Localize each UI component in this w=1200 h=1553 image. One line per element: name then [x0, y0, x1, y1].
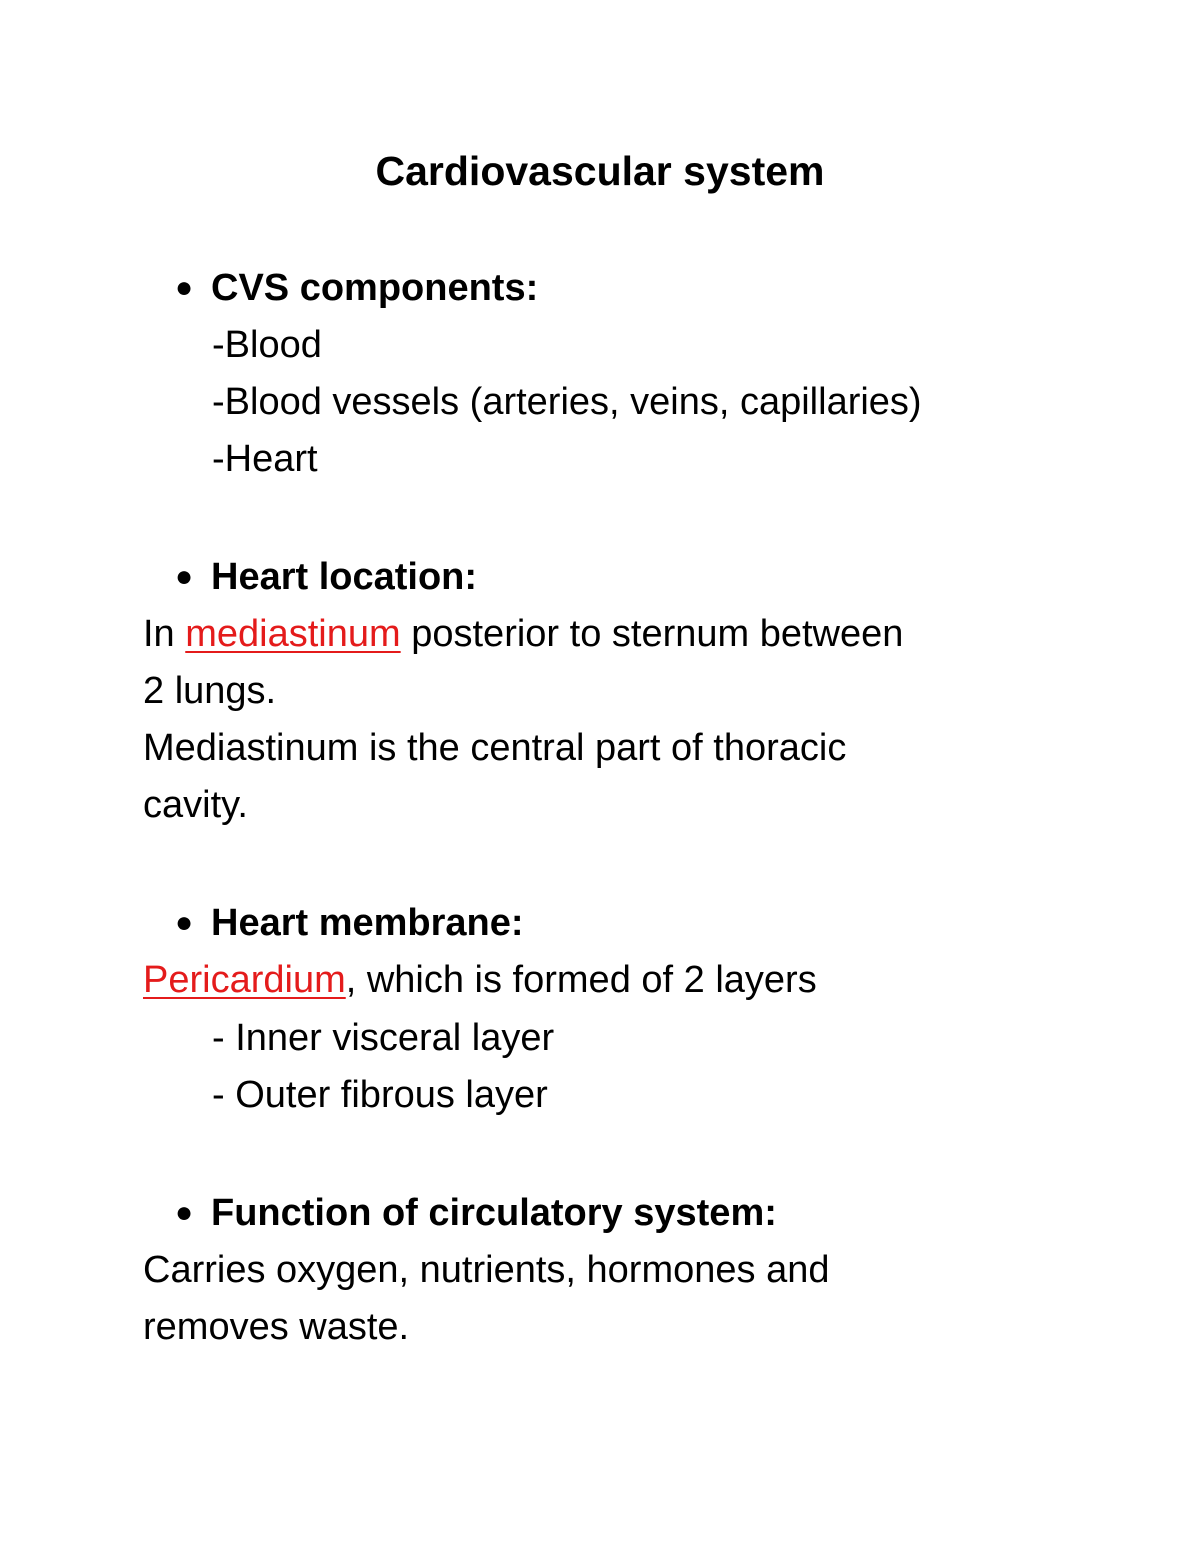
bullet-icon: ●: [175, 1196, 194, 1229]
section-heading-function: [175, 1185, 777, 1241]
text-span: posterior to sternum between: [400, 613, 904, 655]
paragraph-line: cavity.: [143, 784, 248, 826]
heading-text: CVS components:: [211, 267, 539, 309]
highlighted-term: Pericardium: [143, 959, 346, 1001]
bullet-icon: ●: [175, 271, 194, 304]
list-item: -Blood vessels (arteries, veins, capillaries): [212, 381, 922, 423]
list-item: -Heart: [212, 438, 318, 480]
bullet-icon: ●: [175, 906, 194, 939]
paragraph-line: 2 lungs.: [143, 670, 277, 712]
list-item: -Blood: [212, 324, 322, 366]
highlighted-term: mediastinum: [185, 613, 401, 655]
list-item: - Inner visceral layer: [212, 1017, 555, 1059]
heading-text: Function of circulatory system:: [211, 1192, 777, 1234]
section-heading-membrane: [175, 895, 524, 951]
section-heading-location: [175, 549, 477, 605]
heading-text: Heart location:: [211, 556, 478, 598]
text-span: , which is formed of 2 layers: [345, 959, 817, 1001]
section-heading-components: [175, 260, 538, 316]
heading-text: Heart membrane:: [211, 902, 524, 944]
bullet-icon: ●: [175, 560, 194, 593]
page-title: Cardiovascular system: [375, 148, 825, 194]
paragraph-line: Mediastinum is the central part of thoracic: [143, 727, 847, 769]
paragraph-line: Carries oxygen, nutrients, hormones and: [143, 1249, 830, 1291]
list-item: - Outer fibrous layer: [212, 1074, 548, 1116]
paragraph-line: [143, 952, 817, 1008]
text-span: In: [143, 613, 186, 655]
paragraph-line: [143, 606, 903, 662]
paragraph-line: removes waste.: [143, 1306, 410, 1348]
